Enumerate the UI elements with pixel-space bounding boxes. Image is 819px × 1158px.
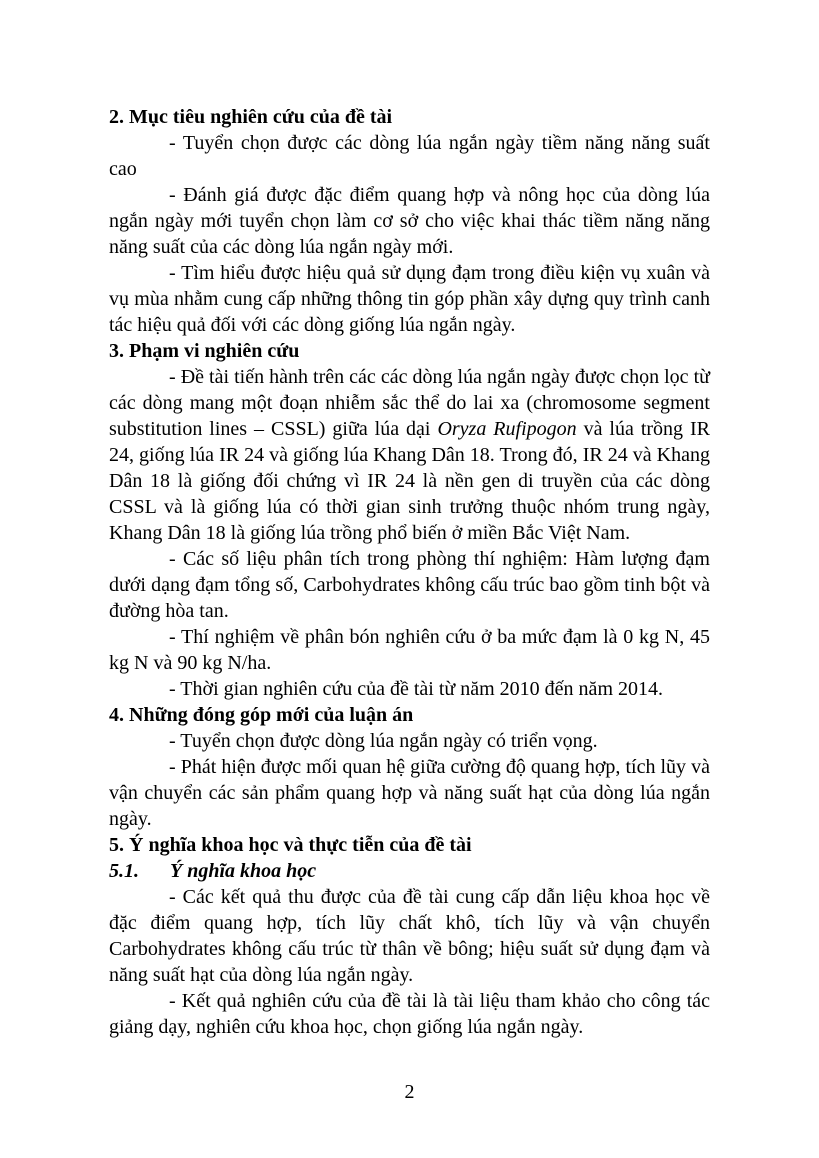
document-page — [109, 104, 710, 1040]
scope-item-lab-analysis: - Các số liệu phân tích trong phòng thí nghiệm: Hàm lượng đạm dưới dạng đạm tổng số, Carbohydrates không cấu trúc bao gồm tinh bột và đường hòa tan. — [109, 548, 710, 622]
objective-2: - Đánh giá được đặc điểm quang hợp và nông học của dòng lúa ngắn ngày mới tuyển chọn làm cơ sở cho việc khai thác tiềm năng năng năng suất của các dòng lúa ngắn ngày mới. — [109, 184, 710, 258]
section-4-heading: 4. Những đóng góp mới của luận án — [109, 704, 414, 726]
section-3-heading: 3. Phạm vi nghiên cứu — [109, 340, 300, 362]
section-5-heading: 5. Ý nghĩa khoa học và thực tiễn của đề tài — [109, 834, 472, 856]
subsection-number: 5.1. — [109, 860, 139, 882]
scope-text-part-1: - Đề tài tiến hành trên các các dòng lúa ngắn ngày được chọn lọc từ các dòng mang một đoạn nhiễm sắc thể do lai xa (chromosome segment substitution lines – CSSL) giữa lúa dại — [109, 366, 710, 440]
subsection-5-1-heading — [109, 858, 710, 884]
objective-1: - Tuyển chọn được các dòng lúa ngắn ngày tiềm năng năng suất cao — [109, 132, 710, 180]
page-number: 2 — [404, 1081, 415, 1103]
species-name: Oryza Rufipogon — [437, 418, 577, 440]
contribution-1: - Tuyển chọn được dòng lúa ngắn ngày có triển vọng. — [169, 730, 598, 752]
significance-1: - Các kết quả thu được của đề tài cung cấp dẫn liệu khoa học về đặc điểm quang hợp, tích lũy chất khô, tích lũy và vận chuyển Carbohydrates không cấu trúc từ thân về bông; hiệu suất sử dụng đạm và năng suất hạt của dòng lúa ngắn ngày. — [109, 886, 710, 986]
contribution-2: - Phát hiện được mối quan hệ giữa cường độ quang hợp, tích lũy và vận chuyển các sản phẩm quang hợp và năng suất hạt của dòng lúa ngắn ngày. — [109, 756, 710, 830]
subsection-title: Ý nghĩa khoa học — [170, 860, 317, 882]
section-2-heading: 2. Mục tiêu nghiên cứu của đề tài — [109, 106, 393, 128]
scope-text-part-2: và lúa trồng IR 24, giống lúa IR 24 và giống lúa Khang Dân 18. Trong đó, IR 24 và Khang Dân 18 là giống đối chứng vì IR 24 là nền gen di truyền của các dòng CSSL và là giống lúa có thời gian sinh trưởng thuộc nhóm trung ngày, Khang Dân 18 là giống lúa trồng phổ biến ở miền Bắc Việt Nam. — [109, 418, 711, 544]
objective-3: - Tìm hiểu được hiệu quả sử dụng đạm trong điều kiện vụ xuân và vụ mùa nhằm cung cấp những thông tin góp phần xây dựng quy trình canh tác hiệu quả đối với các dòng giống lúa ngắn ngày. — [109, 262, 710, 336]
scope-paragraph-1 — [109, 364, 710, 546]
scope-item-fertilizer: - Thí nghiệm về phân bón nghiên cứu ở ba mức đạm là 0 kg N, 45 kg N và 90 kg N/ha. — [109, 626, 710, 674]
significance-2: - Kết quả nghiên cứu của đề tài là tài liệu tham khảo cho công tác giảng dạy, nghiên cứu khoa học, chọn giống lúa ngắn ngày. — [109, 990, 710, 1038]
scope-item-period: - Thời gian nghiên cứu của đề tài từ năm 2010 đến năm 2014. — [169, 678, 663, 700]
